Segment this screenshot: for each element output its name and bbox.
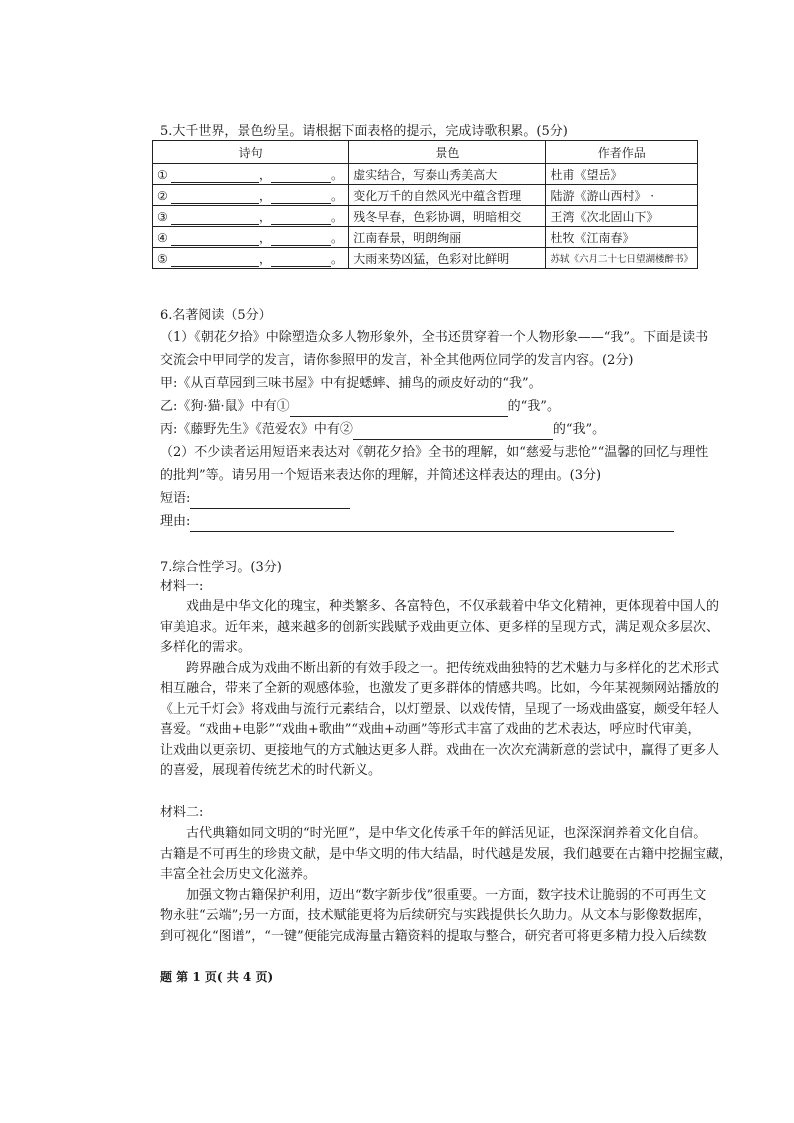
comma: ， <box>259 230 272 245</box>
answer-line-2[interactable] <box>353 426 553 440</box>
phrase-answer-line[interactable] <box>190 495 350 509</box>
reason-answer-line[interactable] <box>190 518 674 532</box>
q6-phrase-row <box>160 489 350 509</box>
answer-line[interactable] <box>171 211 259 225</box>
text-line: 让戏曲以更亲切、更接地气的方式触达更多人群。戏曲在一次次充满新意的尝试中，赢得了更多人 <box>160 742 720 758</box>
q6-yi-prefix: 乙:《狗·猫·鼠》中有① <box>160 399 290 414</box>
row-number: ② <box>157 188 168 203</box>
poem-blank-cell[interactable] <box>153 248 349 269</box>
row-number: ④ <box>157 230 168 245</box>
work-cell: 王湾《次北固山下》 <box>546 206 698 227</box>
text-line: 古籍是不可再生的珍贵文献，是中华文明的伟大结晶，时代越是发展，我们越要在古籍中挖掘宝藏， <box>160 846 733 862</box>
work-cell: 杜牧《江南春》 <box>546 227 698 248</box>
answer-line[interactable] <box>171 253 259 267</box>
q6-jia: 甲:《从百草园到三味书屋》中有捉蟋蟀、捕鸟的顽皮好动的“我”。 <box>160 376 542 391</box>
comma: ， <box>259 209 272 224</box>
text-line: 物永驻“云端”;另一方面，技术赋能更将为后续研究与实践提供长久助力。从文本与影像数据库， <box>160 908 711 923</box>
answer-line-1[interactable] <box>290 403 508 417</box>
text-line: 戏曲是中华文化的瑰宝，种类繁多、各富特色，不仅承载着中华文化精神，更体现着中国人的 <box>186 599 720 614</box>
poem-blank-cell[interactable] <box>153 227 349 248</box>
poem-table <box>152 140 698 269</box>
q6-title: 6.名著阅读（5分） <box>160 308 272 323</box>
q6-part1-line2: 交流会中甲同学的发言，请你参照甲的发言，补全其他两位同学的发言内容。(2分) <box>160 353 634 368</box>
q7-title: 7.综合性学习。(3分) <box>160 560 282 575</box>
material-1-label: 材料一: <box>160 579 204 594</box>
text-line: 《上元千灯会》将戏曲与流行元素结合，以灯塑景、以戏传情，呈现了一场戏曲盛宴，颇受年轻人 <box>160 701 720 717</box>
header-scene: 景色 <box>349 141 546 164</box>
q6-bing-suffix: 的“我”。 <box>552 422 606 437</box>
q6-yi <box>160 397 560 417</box>
scene-cell: 变化万千的自然风光中蕴含哲理 <box>349 185 546 206</box>
q6-bing-prefix: 丙:《藤野先生》《范爱农》中有② <box>160 422 353 437</box>
scene-cell: 大雨来势凶猛，色彩对比鲜明 <box>349 248 546 269</box>
q6-part1-line1: （1）《朝花夕拾》中除塑造众多人物形象外，全书还贯穿着一个人物形象——“我”。下面是读书 <box>160 330 709 345</box>
reason-label: 理由: <box>160 514 191 529</box>
period: 。 <box>331 167 344 182</box>
phrase-label: 短语: <box>160 491 191 506</box>
material-2-label: 材料二: <box>160 805 204 820</box>
poem-blank-cell[interactable] <box>153 206 349 227</box>
answer-line[interactable] <box>271 253 331 267</box>
poem-blank-cell[interactable] <box>153 164 349 185</box>
answer-line[interactable] <box>271 232 331 246</box>
text-line: 丰富全社会历史文化滋养。 <box>160 867 317 882</box>
period: 。 <box>331 251 344 266</box>
scene-cell: 虚实结合，写泰山秀美高大 <box>349 164 546 185</box>
period: 。 <box>331 209 344 224</box>
material-1-text <box>160 597 719 782</box>
text-line: 喜爱。“戏曲+电影”“戏曲+歌曲”“戏曲+动画”等形式丰富了戏曲的艺术表达，呼应时代审美， <box>160 722 701 737</box>
header-poem: 诗句 <box>153 141 349 164</box>
answer-line[interactable] <box>271 169 331 183</box>
table-row <box>153 164 698 185</box>
comma: ， <box>259 188 272 203</box>
table-row <box>153 206 698 227</box>
table-row <box>153 185 698 206</box>
text-line: 古代典籍如同文明的“时光匣”，是中华文化传承千年的鲜活见证，也深深润养着文化自信。 <box>186 826 707 841</box>
text-line: 的喜爱，展现着传统艺术的时代新义。 <box>160 763 382 778</box>
header-work: 作者作品 <box>546 141 698 164</box>
poem-blank-cell[interactable] <box>153 185 349 206</box>
text-line: 跨界融合成为戏曲不断出新的有效手段之一。把传统戏曲独特的艺术魅力与多样化的艺术形式 <box>186 660 720 676</box>
work-cell: 杜甫《望岳》 <box>546 164 698 185</box>
q6-reason-row <box>160 512 674 532</box>
q6-yi-suffix: 的“我”。 <box>507 399 560 414</box>
text-line: 相互融合，带来了全新的观感体验，也激发了更多群体的情感共鸣。比如，今年某视频网站播放的 <box>160 681 720 696</box>
period: 。 <box>331 230 344 245</box>
q6-part2-line2: 的批判”等。请另用一个短语来表达你的理解，并简述这样表达的理由。(3分) <box>160 468 602 483</box>
scene-cell: 残冬早春，色彩协调，明暗相交 <box>349 206 546 227</box>
work-cell: 苏轼《六月二十七日望湖楼醉书》 <box>546 248 698 269</box>
table-row <box>153 248 698 269</box>
page-footer: 题 第 1 页( 共 4 页) <box>160 970 274 984</box>
table-header-row <box>153 141 698 164</box>
text-line: 加强文物古籍保护利用，迈出“数字新步伐”很重要。一方面，数字技术让脆弱的不可再生文 <box>186 887 707 903</box>
answer-line[interactable] <box>171 169 259 183</box>
q6-bing <box>160 420 605 440</box>
work-cell: 陆游《游山西村》 · <box>546 185 698 206</box>
scene-cell: 江南春景，明朗绚丽 <box>349 227 546 248</box>
answer-line[interactable] <box>171 232 259 246</box>
answer-line[interactable] <box>271 211 331 225</box>
q5-title: 5.大千世界，景色纷呈。请根据下面表格的提示，完成诗歌积累。(5分) <box>160 124 568 139</box>
q6-part2-line1: （2）不少读者运用短语来表达对《朝花夕拾》全书的理解，如“慈爱与悲怆”“温馨的回忆与理性 <box>160 445 709 460</box>
row-number: ① <box>157 167 168 182</box>
text-line: 审美追求。近年来，越来越多的创新实践赋予戏曲更立体、更多样的呈现方式，满足观众多层次、 <box>160 619 720 635</box>
material-2-text <box>160 824 732 947</box>
table-row <box>153 227 698 248</box>
period: 。 <box>331 188 344 203</box>
answer-line[interactable] <box>171 190 259 204</box>
text-line: 到可视化“图谱”，“一键”便能完成海量古籍资料的提取与整合，研究者可将更多精力投入后续数 <box>160 928 707 944</box>
comma: ， <box>259 167 272 182</box>
answer-line[interactable] <box>271 190 331 204</box>
row-number: ⑤ <box>157 251 168 266</box>
text-line: 多样化的需求。 <box>160 640 252 655</box>
row-number: ③ <box>157 209 168 224</box>
comma: ， <box>259 251 272 266</box>
